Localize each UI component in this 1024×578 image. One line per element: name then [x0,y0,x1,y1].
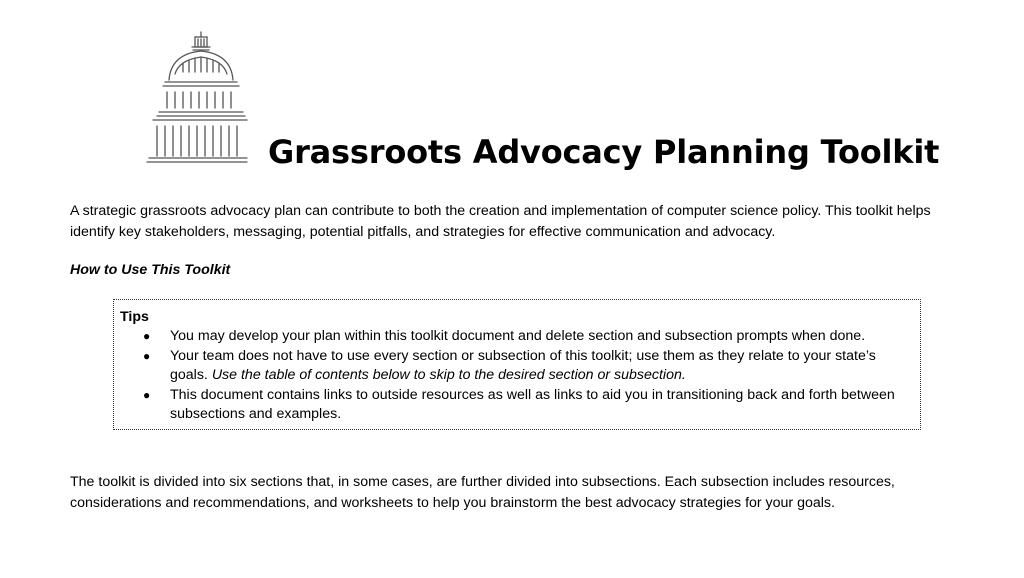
tips-list [114,327,914,425]
tip-emphasis: Use the table of contents below to skip to the desired section or subsection. [211,367,686,383]
tip-text: This document contains links to outside resources as well as links to aid you in transitioning back and forth between subsections and examples. [170,386,895,422]
intro-paragraph: A strategic grassroots advocacy plan can contribute to both the creation and implementation of computer science policy. This toolkit helps identify key stakeholders, messaging, potential pitfalls, and strategies for effective communication and advocacy. [70,203,931,240]
page-title: Grassroots Advocacy Planning Toolkit [268,133,940,171]
bullet-icon: ● [143,387,151,402]
capitol-dome-icon [143,30,249,166]
tip-text: Your team does not have to use every section or subsection of this toolkit; use them as they relate to your state’s goals. [170,347,876,383]
bullet-icon: ● [143,348,151,363]
how-to-heading: How to Use This Toolkit [70,262,231,278]
tip-text: You may develop your plan within this toolkit document and delete section and subsection prompts when done. [170,328,866,344]
bullet-icon: ● [143,329,151,343]
list-item [114,347,914,386]
tips-box [113,299,921,430]
list-item [114,327,914,347]
closing-paragraph: The toolkit is divided into six sections that, in some cases, are further divided into subsections. Each subsection includes resources, considerations and recommendations, and worksheets to help you brainstorm the best advocacy strategies for your goals. [70,474,895,511]
tips-heading: Tips [120,309,149,325]
list-item [114,386,914,425]
